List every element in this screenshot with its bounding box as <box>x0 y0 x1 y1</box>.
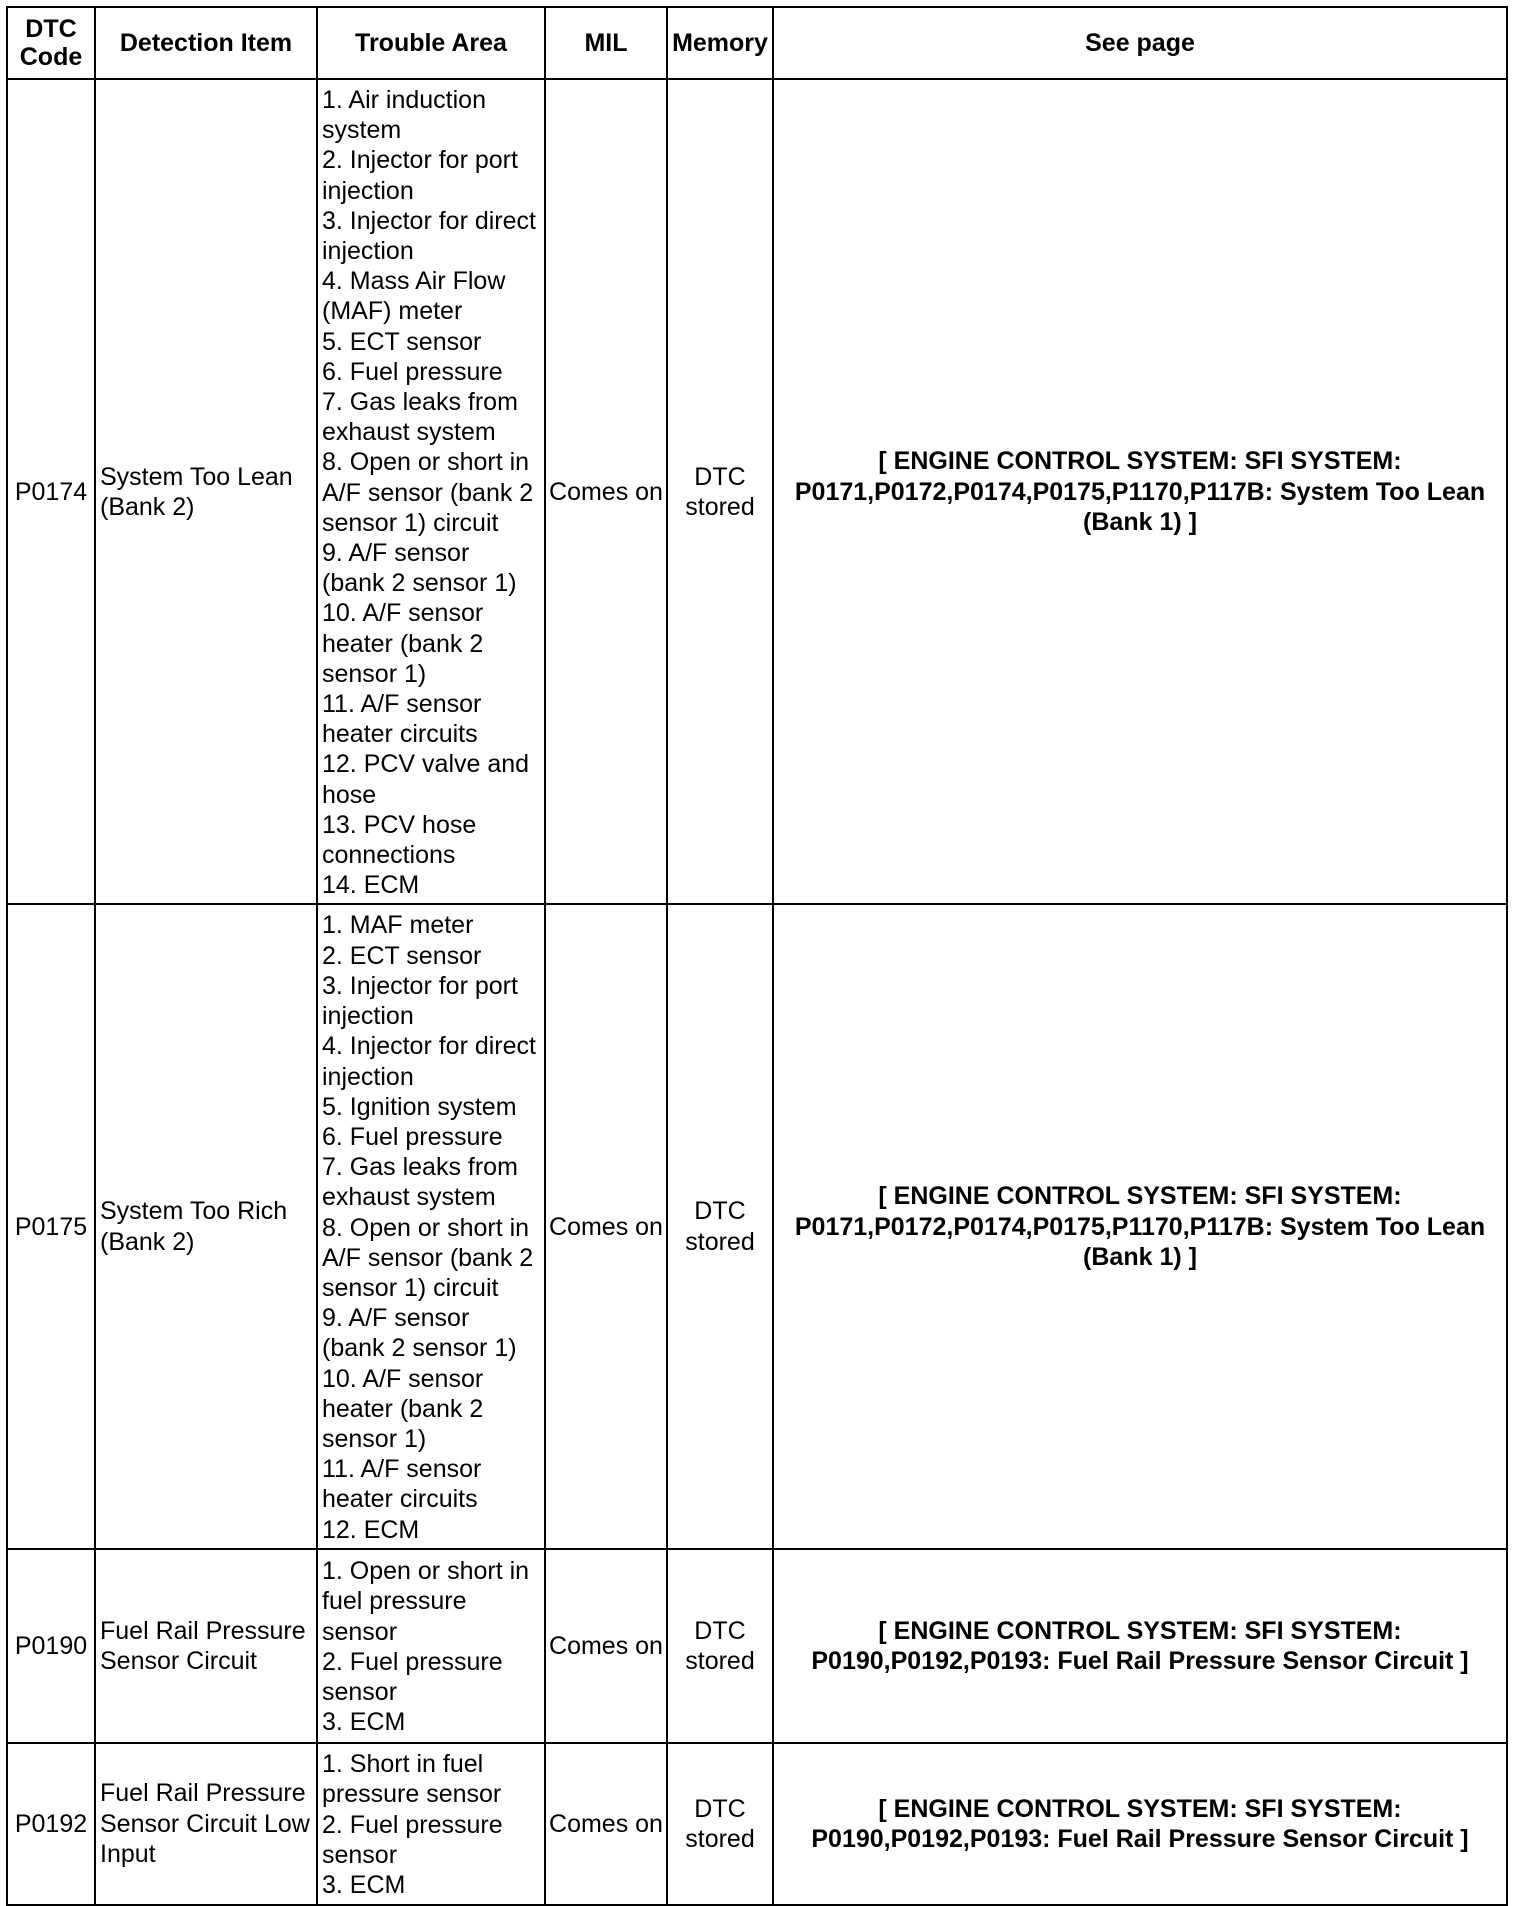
trouble-area-line: (MAF) meter <box>322 297 463 326</box>
see-page-line: P0190,P0192,P0193: Fuel Rail Pressure Sensor Circuit ] <box>811 1646 1469 1675</box>
trouble-area-line: A/F sensor (bank 2 <box>322 478 534 507</box>
table-header-row <box>7 7 1507 79</box>
trouble-area-line: sensor 1) circuit <box>322 508 499 537</box>
header-mil: MIL <box>545 7 667 79</box>
trouble-area-line: sensor 1) <box>322 659 427 688</box>
trouble-area-line: fuel pressure <box>322 1587 467 1616</box>
trouble-area-line: 1. Air induction <box>322 86 486 114</box>
see-page-line: (Bank 1) ] <box>1083 507 1197 536</box>
trouble-area-line: 3. ECM <box>322 1871 406 1900</box>
dtc-code-cell: P0192 <box>7 1743 95 1905</box>
mil-cell: Comes on <box>545 79 667 904</box>
trouble-area-line: 4. Injector for direct <box>322 1032 536 1061</box>
trouble-area-line: connections <box>322 841 456 870</box>
memory-line: stored <box>685 1646 755 1675</box>
detection-item-line: System Too Lean <box>100 462 293 491</box>
trouble-area-line: 2. Fuel pressure <box>322 1810 503 1839</box>
trouble-area-line: 8. Open or short in <box>322 1213 530 1242</box>
trouble-area-line: sensor <box>322 1617 398 1646</box>
table-row <box>7 1743 1507 1905</box>
memory-line: DTC <box>694 1794 746 1823</box>
header-memory: Memory <box>667 7 773 79</box>
see-page-link[interactable] <box>773 1743 1507 1905</box>
trouble-area-line: injection <box>322 1002 414 1031</box>
table-row <box>7 904 1507 1548</box>
table-row <box>7 1549 1507 1743</box>
trouble-area-line: system <box>322 116 402 145</box>
trouble-area-line: injection <box>322 176 414 205</box>
see-page-line: [ ENGINE CONTROL SYSTEM: SFI SYSTEM: <box>878 1794 1402 1823</box>
trouble-area-line: sensor 1) <box>322 1424 427 1453</box>
detection-item-line: System Too Rich <box>100 1197 288 1226</box>
memory-line: DTC <box>694 462 746 491</box>
see-page-line: [ ENGINE CONTROL SYSTEM: SFI SYSTEM: <box>878 1182 1402 1211</box>
detection-item-line: Fuel Rail Pressure <box>100 1616 306 1645</box>
trouble-area-line: 12. ECM <box>322 1515 420 1544</box>
trouble-area-line: 8. Open or short in <box>322 448 530 477</box>
memory-line: stored <box>685 492 755 521</box>
detection-item-cell <box>95 1549 317 1743</box>
trouble-area-line: 2. ECT sensor <box>322 941 482 970</box>
header-dtc-code: DTC Code <box>7 7 95 79</box>
trouble-area-line: heater (bank 2 <box>322 629 484 658</box>
trouble-area-line: 11. A/F sensor <box>322 1455 482 1484</box>
trouble-area-line: 3. Injector for port <box>322 971 518 1000</box>
detection-item-line: Sensor Circuit <box>100 1646 257 1675</box>
see-page-line: [ ENGINE CONTROL SYSTEM: SFI SYSTEM: <box>878 1616 1402 1645</box>
detection-item-cell <box>95 1743 317 1905</box>
trouble-area-line: 4. Mass Air Flow <box>322 267 506 296</box>
header-trouble-area: Trouble Area <box>317 7 545 79</box>
detection-item-line: (Bank 2) <box>100 492 195 521</box>
see-page-line: P0171,P0172,P0174,P0175,P1170,P117B: System Too Lean <box>794 477 1486 506</box>
trouble-area-cell <box>317 1743 545 1905</box>
mil-cell: Comes on <box>545 904 667 1548</box>
trouble-area-line: A/F sensor (bank 2 <box>322 1243 534 1272</box>
memory-line: DTC <box>694 1616 746 1645</box>
trouble-area-line: injection <box>322 1062 414 1091</box>
see-page-line: P0190,P0192,P0193: Fuel Rail Pressure Sensor Circuit ] <box>811 1824 1469 1853</box>
trouble-area-line: 1. Short in fuel <box>322 1750 484 1779</box>
trouble-area-line: (bank 2 sensor 1) <box>322 1334 517 1363</box>
detection-item-line: Sensor Circuit Low <box>100 1809 310 1838</box>
see-page-line: [ ENGINE CONTROL SYSTEM: SFI SYSTEM: <box>878 447 1402 476</box>
trouble-area-line: exhaust system <box>322 418 496 447</box>
trouble-area-line: 3. ECM <box>322 1708 406 1737</box>
trouble-area-line: heater (bank 2 <box>322 1394 484 1423</box>
trouble-area-line: (bank 2 sensor 1) <box>322 569 517 598</box>
see-page-link[interactable] <box>773 1549 1507 1743</box>
trouble-area-line: sensor 1) circuit <box>322 1273 499 1302</box>
trouble-area-line: 10. A/F sensor <box>322 1364 484 1393</box>
trouble-area-line: 6. Fuel pressure <box>322 357 503 386</box>
trouble-area-line: 5. ECT sensor <box>322 327 482 356</box>
trouble-area-line: 9. A/F sensor <box>322 1304 470 1333</box>
trouble-area-line: injection <box>322 237 414 266</box>
trouble-area-line: sensor <box>322 1840 398 1869</box>
trouble-area-line: 2. Fuel pressure <box>322 1647 503 1676</box>
header-see-page: See page <box>773 7 1507 79</box>
detection-item-line: Fuel Rail Pressure <box>100 1779 306 1808</box>
trouble-area-cell <box>317 904 545 1548</box>
trouble-area-line: 14. ECM <box>322 871 420 900</box>
trouble-area-line: 3. Injector for direct <box>322 206 536 235</box>
trouble-area-line: heater circuits <box>322 1485 478 1514</box>
dtc-table <box>6 6 1508 1906</box>
detection-item-cell <box>95 79 317 904</box>
memory-line: stored <box>685 1227 755 1256</box>
trouble-area-line: exhaust system <box>322 1183 496 1212</box>
memory-line: DTC <box>694 1197 746 1226</box>
trouble-area-line: 6. Fuel pressure <box>322 1122 503 1151</box>
trouble-area-line: hose <box>322 780 377 809</box>
memory-cell <box>667 1743 773 1905</box>
header-detection-item: Detection Item <box>95 7 317 79</box>
mil-cell: Comes on <box>545 1743 667 1905</box>
mil-cell: Comes on <box>545 1549 667 1743</box>
trouble-area-line: 1. MAF meter <box>322 911 474 940</box>
see-page-line: (Bank 1) ] <box>1083 1242 1197 1271</box>
see-page-link[interactable] <box>773 904 1507 1548</box>
trouble-area-line: 7. Gas leaks from <box>322 1153 518 1182</box>
trouble-area-line: 9. A/F sensor <box>322 539 470 568</box>
detection-item-line: Input <box>100 1839 156 1868</box>
detection-item-cell <box>95 904 317 1548</box>
trouble-area-line: pressure sensor <box>322 1780 502 1809</box>
trouble-area-line: 12. PCV valve and <box>322 750 530 779</box>
table-row <box>7 79 1507 904</box>
memory-cell <box>667 79 773 904</box>
trouble-area-line: 7. Gas leaks from <box>322 388 518 417</box>
dtc-table-wrapper <box>6 6 1508 1906</box>
trouble-area-line: 2. Injector for port <box>322 146 518 175</box>
dtc-code-cell: P0175 <box>7 904 95 1548</box>
memory-line: stored <box>685 1824 755 1853</box>
trouble-area-line: 1. Open or short in <box>322 1557 530 1586</box>
trouble-area-line: heater circuits <box>322 720 478 749</box>
dtc-code-cell: P0190 <box>7 1549 95 1743</box>
see-page-line: P0171,P0172,P0174,P0175,P1170,P117B: System Too Lean <box>794 1212 1486 1241</box>
trouble-area-line: 5. Ignition system <box>322 1092 517 1121</box>
trouble-area-line: 11. A/F sensor <box>322 690 482 719</box>
detection-item-line: (Bank 2) <box>100 1227 195 1256</box>
dtc-code-cell: P0174 <box>7 79 95 904</box>
see-page-link[interactable] <box>773 79 1507 904</box>
trouble-area-line: 13. PCV hose <box>322 810 477 839</box>
trouble-area-line: sensor <box>322 1677 398 1706</box>
trouble-area-cell <box>317 1549 545 1743</box>
trouble-area-cell <box>317 79 545 904</box>
trouble-area-line: 10. A/F sensor <box>322 599 484 628</box>
memory-cell <box>667 904 773 1548</box>
memory-cell <box>667 1549 773 1743</box>
